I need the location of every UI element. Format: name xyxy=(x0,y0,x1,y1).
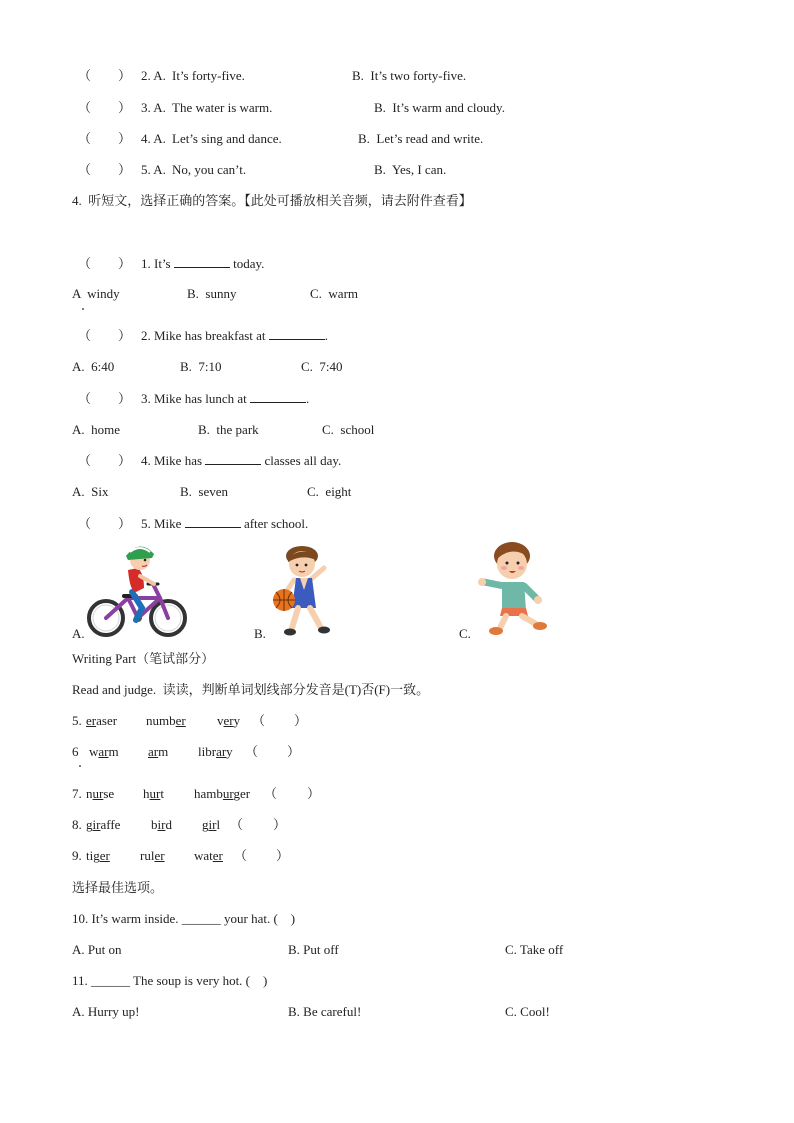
paren-close: ） xyxy=(118,131,132,146)
item-number: 3. A. xyxy=(141,100,166,115)
option-b: B. It’s two forty-five. xyxy=(352,68,467,83)
option-a: Let’s sing and dance. xyxy=(172,131,282,146)
word xyxy=(146,713,186,729)
paren-close: ） xyxy=(118,453,132,468)
paren-open: （ xyxy=(78,516,92,531)
underlined-letters: er xyxy=(223,713,234,728)
option-b: B. sunny xyxy=(187,286,237,301)
word-part: v xyxy=(217,713,224,728)
answer-blank xyxy=(250,391,306,403)
word xyxy=(202,817,220,833)
answer-blank xyxy=(205,453,261,465)
word-part: affe xyxy=(100,817,121,832)
paren-close: ） xyxy=(294,713,308,728)
boy-playing-basketball-image xyxy=(272,546,342,640)
underlined-letters: ar xyxy=(216,744,227,759)
paren-close: ） xyxy=(118,256,132,271)
option-c: C. warm xyxy=(310,286,359,301)
question-stem-end: . xyxy=(324,328,329,343)
word-part: d xyxy=(165,817,172,832)
word-part: hamb xyxy=(194,786,223,801)
option-a: A. Hurry up! xyxy=(72,1004,140,1019)
underlined-letters: ur xyxy=(222,786,234,801)
option-a: It’s forty-five. xyxy=(172,68,245,83)
boy-riding-bike-image xyxy=(86,540,192,640)
word-part: t xyxy=(160,786,164,801)
question-stem-end: today. xyxy=(229,256,265,271)
option-c: C. eight xyxy=(307,484,352,499)
option-c: C. school xyxy=(322,422,375,437)
word-part: g xyxy=(86,817,93,832)
question-stem: 5. Mike xyxy=(141,516,185,531)
paren-close: ） xyxy=(118,162,132,177)
word-part: se xyxy=(103,786,115,801)
question-stem: 11. ______ The soup is very hot. ( ) xyxy=(72,973,268,988)
option-b: B. the park xyxy=(198,422,259,437)
word-part: m xyxy=(158,744,169,759)
underlined-letters: ir xyxy=(208,817,217,832)
paren-open: （ xyxy=(78,256,92,271)
paren-close: ） xyxy=(118,100,132,115)
answer-blank xyxy=(185,516,241,528)
underlined-letters: ir xyxy=(92,817,101,832)
word xyxy=(86,786,114,802)
paren-open: （ xyxy=(245,744,259,759)
option-a: A. Put on xyxy=(72,942,122,957)
item-number: 5. xyxy=(72,713,82,728)
word xyxy=(89,744,119,760)
underlined-letters: er xyxy=(175,713,186,728)
section-4-title: 4. 听短文，选择正确的答案。【此处可播放相关音频，请去附件查看】 xyxy=(72,193,472,208)
option-a: The water is warm. xyxy=(172,100,273,115)
underlined-letters: er xyxy=(99,848,110,863)
word xyxy=(217,713,240,729)
option-a: A. home xyxy=(72,422,121,437)
question-stem-end: after school. xyxy=(240,516,309,531)
item-number: 5. A. xyxy=(141,162,166,177)
option-c: C. 7:40 xyxy=(301,359,343,374)
word-part: aser xyxy=(96,713,118,728)
picture-label-c: C. xyxy=(459,626,471,641)
paren-open: （ xyxy=(234,848,248,863)
option-b: B. seven xyxy=(180,484,229,499)
word-part: y xyxy=(226,744,233,759)
underlined-letters: er xyxy=(86,713,97,728)
answer-blank xyxy=(174,256,230,268)
word xyxy=(194,848,223,864)
mark-dot xyxy=(82,308,84,310)
word xyxy=(194,786,250,802)
word xyxy=(198,744,233,760)
paren-close: ） xyxy=(307,786,321,801)
word xyxy=(86,848,110,864)
question-stem-end: classes all day. xyxy=(261,453,342,468)
underlined-letters: ur xyxy=(92,786,104,801)
option-a: A windy xyxy=(72,286,120,301)
paren-open: （ xyxy=(252,713,266,728)
paren-open: （ xyxy=(78,131,92,146)
paren-open: （ xyxy=(78,391,92,406)
choose-best-title: 选择最佳选项。 xyxy=(72,880,164,895)
item-number: 6 xyxy=(72,744,79,759)
word-part: libr xyxy=(198,744,217,759)
item-number: 7. xyxy=(72,786,82,801)
question-stem: 1. It’s xyxy=(141,256,174,271)
word-part: b xyxy=(151,817,158,832)
word xyxy=(151,817,172,833)
question-stem: 10. It’s warm inside. ______ your hat. ( ) xyxy=(72,911,296,926)
word xyxy=(143,786,164,802)
word-part: rul xyxy=(140,848,155,863)
paren-open: （ xyxy=(78,328,92,343)
mark-dot xyxy=(79,765,81,767)
option-a: No, you can’t. xyxy=(172,162,247,177)
option-a: A. 6:40 xyxy=(72,359,115,374)
word-part: numb xyxy=(146,713,176,728)
read-and-judge-instruction: Read and judge. 读读，判断单词划线部分发音是(T)否(F)一致。 xyxy=(72,682,430,697)
option-b: B. Be careful! xyxy=(288,1004,362,1019)
option-c: C. Cool! xyxy=(505,1004,550,1019)
question-stem: 3. Mike has lunch at xyxy=(141,391,251,406)
paren-open: （ xyxy=(78,453,92,468)
question-stem-end: . xyxy=(306,391,310,406)
underlined-letters: ir xyxy=(157,817,166,832)
question-stem: 4. Mike has xyxy=(141,453,206,468)
question-stem: 2. Mike has breakfast at xyxy=(141,328,269,343)
picture-label-b: B. xyxy=(254,626,266,641)
paren-close: ） xyxy=(118,68,132,83)
word-part: y xyxy=(233,713,241,728)
paren-open: （ xyxy=(230,817,244,832)
option-b: B. Put off xyxy=(288,942,339,957)
option-b: B. Let’s read and write. xyxy=(358,131,484,146)
paren-open: （ xyxy=(78,162,92,177)
paren-close: ） xyxy=(276,848,290,863)
underlined-letters: ar xyxy=(148,744,159,759)
word xyxy=(140,848,165,864)
boy-running-image xyxy=(474,540,554,640)
paren-close: ） xyxy=(287,744,301,759)
word-part: m xyxy=(108,744,119,759)
option-c: C. Take off xyxy=(505,942,564,957)
underlined-letters: er xyxy=(212,848,223,863)
item-number: 8. xyxy=(72,817,82,832)
option-b: B. Yes, I can. xyxy=(374,162,447,177)
word-part: l xyxy=(216,817,221,832)
underlined-letters: er xyxy=(154,848,165,863)
word-part: w xyxy=(89,744,99,759)
word-part: g xyxy=(202,817,209,832)
item-number: 9. xyxy=(72,848,82,863)
underlined-letters: ar xyxy=(98,744,109,759)
paren-close: ） xyxy=(273,817,287,832)
paren-open: （ xyxy=(78,100,92,115)
word-part: n xyxy=(86,786,93,801)
writing-part-title: Writing Part（笔试部分） xyxy=(72,651,215,666)
paren-open: （ xyxy=(264,786,278,801)
word-part: h xyxy=(143,786,150,801)
item-number: 4. A. xyxy=(141,131,166,146)
answer-blank xyxy=(269,328,325,340)
option-b: B. It’s warm and cloudy. xyxy=(374,100,505,115)
underlined-letters: ur xyxy=(149,786,161,801)
paren-close: ） xyxy=(118,328,132,343)
word xyxy=(86,713,117,729)
option-a: A. Six xyxy=(72,484,109,499)
word-part: tig xyxy=(86,848,100,863)
word-part: ger xyxy=(233,786,251,801)
picture-label-a: A. xyxy=(72,626,85,641)
paren-open: （ xyxy=(78,68,92,83)
paren-close: ） xyxy=(118,516,132,531)
word-part: wat xyxy=(194,848,213,863)
word xyxy=(86,817,120,833)
paren-close: ） xyxy=(118,391,132,406)
option-b: B. 7:10 xyxy=(180,359,222,374)
word xyxy=(148,744,168,760)
item-number: 2. A. xyxy=(141,68,166,83)
